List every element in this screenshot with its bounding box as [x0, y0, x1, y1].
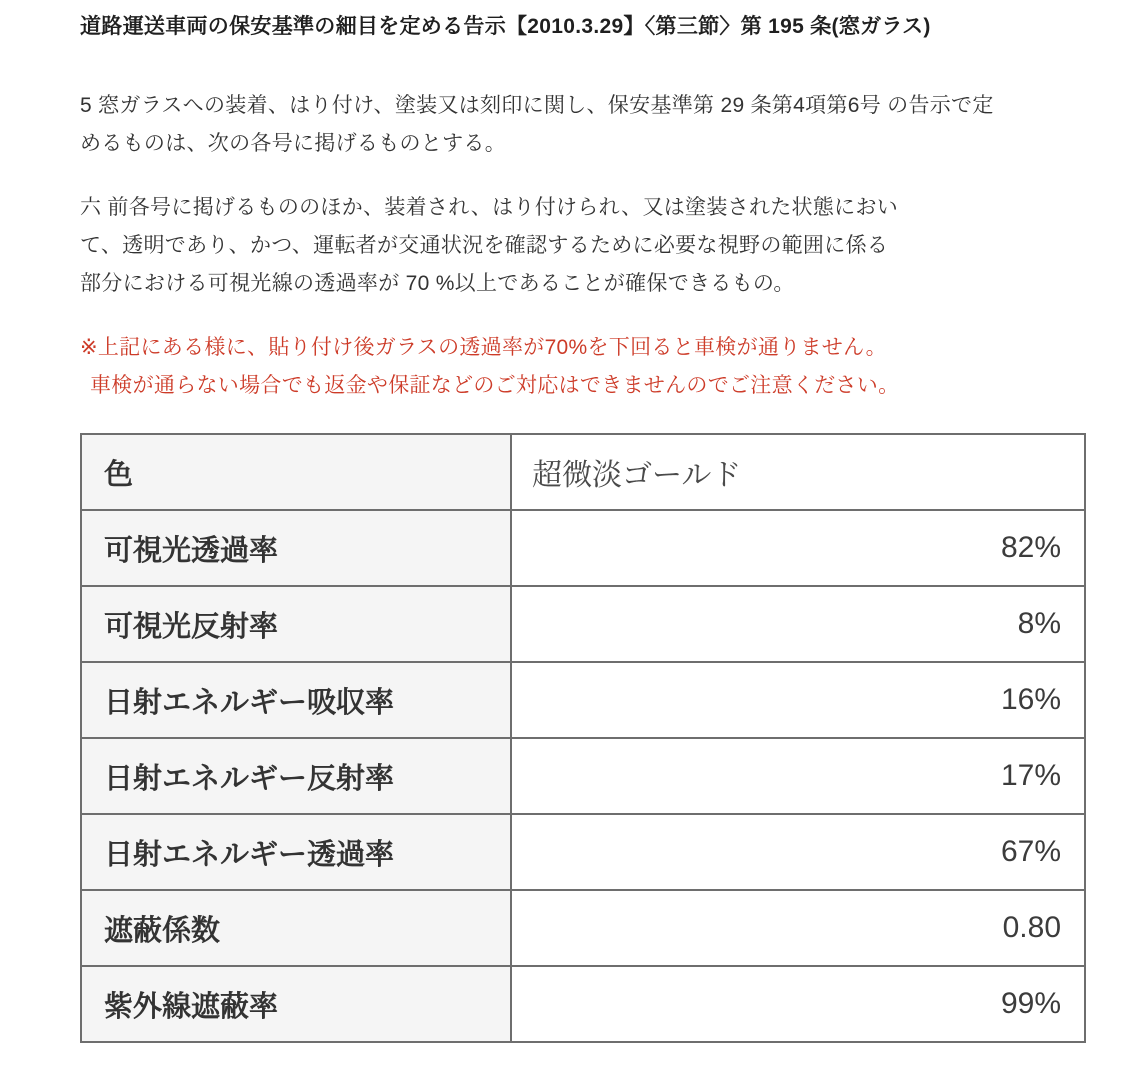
clause-5-line-1: 5 窓ガラスへの装着、はり付け、塗装又は刻印に関し、保安基準第 29 条第4項第6号 の告示で定: [80, 94, 994, 117]
spec-value-cell: 67%: [511, 814, 1085, 890]
clause-5-line-2: めるものは、次の各号に掲げるものとする。: [80, 132, 506, 155]
spec-value-cell: 16%: [511, 662, 1085, 738]
document-title: 道路運送車両の保安基準の細目を定める告示【2010.3.29】〈第三節〉第 195 条(窓ガラス): [80, 15, 931, 38]
spec-label-cell: 日射エネルギー透過率: [81, 814, 511, 890]
spec-value-cell: 0.80: [511, 890, 1085, 966]
spec-label-cell: 遮蔽係数: [81, 890, 511, 966]
spec-row-visible-light-reflectance: [81, 586, 1085, 662]
spec-row-shading-coefficient: [81, 890, 1085, 966]
spec-row-solar-energy-transmittance: [81, 814, 1085, 890]
spec-label-cell: 色: [81, 434, 511, 510]
spec-value-cell: 82%: [511, 510, 1085, 586]
spec-value-cell: 17%: [511, 738, 1085, 814]
shaken-warning-note: [80, 329, 1088, 405]
spec-row-solar-energy-reflectance: [81, 738, 1085, 814]
spec-value-cell: 99%: [511, 966, 1085, 1042]
spec-value-cell: 超微淡ゴールド: [511, 434, 1085, 510]
spec-row-solar-energy-absorptance: [81, 662, 1085, 738]
spec-value-cell: 8%: [511, 586, 1085, 662]
regulation-clause-6: [80, 189, 1088, 303]
spec-row-visible-light-transmittance: [81, 510, 1085, 586]
film-spec-table: [80, 433, 1086, 1043]
spec-label-cell: 日射エネルギー反射率: [81, 738, 511, 814]
regulation-clause-5: [80, 87, 1088, 163]
spec-label-cell: 可視光透過率: [81, 510, 511, 586]
clause-6-line-3: 部分における可視光線の透過率が 70 %以上であることが確保できるもの。: [80, 272, 795, 295]
spec-label-cell: 日射エネルギー吸収率: [81, 662, 511, 738]
spec-label-cell: 可視光反射率: [81, 586, 511, 662]
clause-6-line-2: て、透明であり、かつ、運転者が交通状況を確認するために必要な視野の範囲に係る: [80, 234, 889, 257]
warning-line-1: ※上記にある様に、貼り付け後ガラスの透過率が70%を下回ると車検が通りません。: [80, 336, 887, 359]
warning-line-2: 車検が通らない場合でも返金や保証などのご対応はできませんのでご注意ください。: [90, 374, 900, 397]
clause-6-line-1: 六 前各号に掲げるもののほか、装着され、はり付けられ、又は塗装された状態におい: [80, 196, 899, 219]
spec-row-uv-shielding-rate: [81, 966, 1085, 1042]
spec-row-color: [81, 434, 1085, 510]
spec-label-cell: 紫外線遮蔽率: [81, 966, 511, 1042]
